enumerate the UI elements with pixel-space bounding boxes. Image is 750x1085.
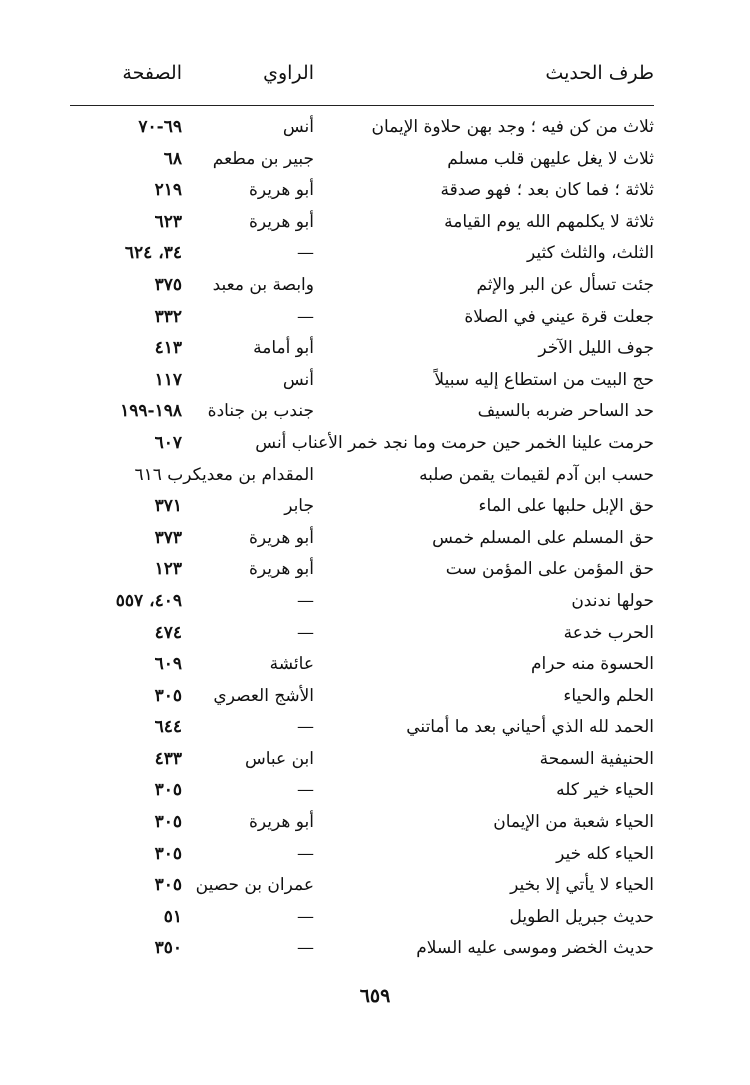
hadith-text: الحرب خدعة	[563, 622, 654, 643]
table-row	[70, 775, 654, 807]
page-ref: ٢١٩	[154, 180, 182, 201]
hadith-text: الحلم والحياء	[563, 685, 654, 706]
rawi-name: المقدام بن معديكرب ٦١٦	[134, 464, 314, 485]
rawi-name: —	[297, 906, 314, 927]
table-row	[70, 807, 654, 839]
rawi-name: —	[297, 938, 314, 959]
page-ref: ٣٠٥	[154, 875, 182, 896]
page-ref: ٤٧٤	[154, 622, 182, 643]
rawi-name: جابر	[284, 496, 314, 517]
table-header	[70, 62, 654, 92]
table-row	[70, 839, 654, 871]
page-ref: ٣٠٥	[154, 843, 182, 864]
table-row	[70, 428, 654, 460]
hadith-text: حديث الخضر وموسى عليه السلام	[416, 938, 654, 959]
table-row	[70, 933, 654, 965]
hadith-text: ثلاثة ؛ فما كان بعد ؛ فهو صدقة	[440, 180, 654, 201]
header-hadith: طرف الحديث	[545, 62, 654, 84]
rawi-name: أبو هريرة	[248, 527, 314, 548]
page-ref: ٣٧١	[154, 496, 182, 517]
hadith-text: الحياء خير كله	[556, 780, 654, 801]
rawi-name: —	[297, 780, 314, 801]
rawi-name: —	[297, 622, 314, 643]
page-ref: ٤٣٣	[154, 748, 182, 769]
hadith-text: حق المسلم على المسلم خمس	[432, 527, 654, 548]
table-row	[70, 649, 654, 681]
hadith-text: حق المؤمن على المؤمن ست	[445, 559, 654, 580]
page-ref: ٤٠٩، ٥٥٧	[115, 590, 182, 611]
hadith-text: جوف الليل الآخر	[538, 338, 654, 359]
rawi-name: وابصة بن معبد	[212, 274, 314, 295]
table-row	[70, 618, 654, 650]
table-row	[70, 523, 654, 555]
rawi-name: ابن عباس	[244, 748, 314, 769]
page-ref: ٣٧٥	[154, 274, 182, 295]
table-row	[70, 870, 654, 902]
hadith-text: جئت تسأل عن البر والإثم	[476, 274, 654, 295]
page-ref: ٦٤٤	[154, 717, 182, 738]
rawi-name: عمران بن حصين	[195, 875, 314, 896]
page-ref: ٦٨	[163, 148, 182, 169]
hadith-text: حرمت علينا الخمر حين حرمت وما نجد خمر الأعناب أنس	[255, 432, 654, 453]
rawi-name: —	[297, 843, 314, 864]
rawi-name: أنس	[282, 369, 314, 390]
rawi-name: أنس	[282, 117, 314, 137]
rawi-name: أبو هريرة	[248, 812, 314, 833]
page-ref: ٣٧٣	[154, 527, 182, 548]
rawi-name: أبو هريرة	[248, 559, 314, 580]
hadith-text: حسب ابن آدم لقيمات يقمن صلبه	[419, 464, 654, 485]
hadith-text: حديث جبريل الطويل	[509, 906, 654, 927]
table-row	[70, 207, 654, 239]
hadith-text: الحنيفية السمحة	[539, 748, 654, 769]
page-number: ٦٥٩	[359, 985, 391, 1007]
rawi-name: —	[297, 243, 314, 264]
page-ref: ١٢٣	[154, 559, 182, 580]
table-row	[70, 554, 654, 586]
table-row	[70, 112, 654, 144]
table-row	[70, 175, 654, 207]
page-ref: ٦٠٩	[154, 654, 182, 675]
hadith-text: حولها ندندن	[571, 590, 654, 611]
page-ref: ٦٢٣	[154, 211, 182, 232]
rawi-name: —	[297, 717, 314, 738]
table-row	[70, 333, 654, 365]
hadith-text: ثلاثة لا يكلمهم الله يوم القيامة	[444, 211, 654, 232]
page-ref: ٥١	[163, 906, 182, 927]
page-ref: ٣٣٢	[154, 306, 182, 327]
hadith-text: حق الإبل حلبها على الماء	[478, 496, 654, 517]
index-table	[70, 112, 654, 965]
page-ref: ١٩٨-١٩٩	[120, 401, 182, 422]
page-ref: ٣٥٠	[154, 938, 182, 959]
rawi-name: —	[297, 306, 314, 327]
table-row	[70, 238, 654, 270]
table-row	[70, 681, 654, 713]
table-row	[70, 396, 654, 428]
hadith-text: ثلاث من كن فيه ؛ وجد بهن حلاوة الإيمان	[371, 117, 654, 137]
hadith-text: الحياء شعبة من الإيمان	[493, 812, 654, 833]
page-ref: ٣٤، ٦٢٤	[124, 243, 182, 264]
hadith-text: الحسوة منه حرام	[530, 654, 654, 675]
table-row	[70, 744, 654, 776]
header-page: الصفحة	[122, 62, 182, 84]
table-row	[70, 902, 654, 934]
page-ref: ٦٠٧	[154, 432, 182, 453]
hadith-text: ثلاث لا يغل عليهن قلب مسلم	[447, 148, 654, 169]
page-ref: ٣٠٥	[154, 812, 182, 833]
rawi-name: جبير بن مطعم	[212, 148, 314, 169]
table-row	[70, 460, 654, 492]
rawi-name: أبو أمامة	[253, 338, 314, 359]
table-row	[70, 586, 654, 618]
header-rawi: الراوي	[263, 62, 314, 84]
page-ref: ٣٠٥	[154, 685, 182, 706]
hadith-text: حج البيت من استطاع إليه سبيلاً	[434, 369, 654, 390]
hadith-text: جعلت قرة عيني في الصلاة	[464, 306, 654, 327]
hadith-text: حد الساحر ضربه بالسيف	[477, 401, 654, 422]
table-row	[70, 144, 654, 176]
page-ref: ٣٠٥	[154, 780, 182, 801]
table-row	[70, 270, 654, 302]
table-row	[70, 365, 654, 397]
table-row	[70, 302, 654, 334]
hadith-text: الحياء كله خير	[556, 843, 654, 864]
header-divider	[70, 105, 654, 106]
page-ref: ١١٧	[154, 369, 182, 390]
rawi-name: عائشة	[269, 654, 314, 675]
page-ref: ٤١٣	[154, 338, 182, 359]
page-ref: ٦٩-٧٠	[138, 117, 182, 137]
rawi-name: الأشج العصري	[213, 685, 314, 706]
rawi-name: أبو هريرة	[248, 180, 314, 201]
hadith-text: الثلث، والثلث كثير	[527, 243, 654, 264]
hadith-text: الحياء لا يأتي إلا بخير	[510, 875, 654, 896]
rawi-name: جندب بن جنادة	[207, 401, 314, 422]
rawi-name: —	[297, 590, 314, 611]
table-row	[70, 491, 654, 523]
rawi-name: أبو هريرة	[248, 211, 314, 232]
hadith-text: الحمد لله الذي أحياني بعد ما أماتني	[406, 717, 654, 738]
table-row	[70, 712, 654, 744]
